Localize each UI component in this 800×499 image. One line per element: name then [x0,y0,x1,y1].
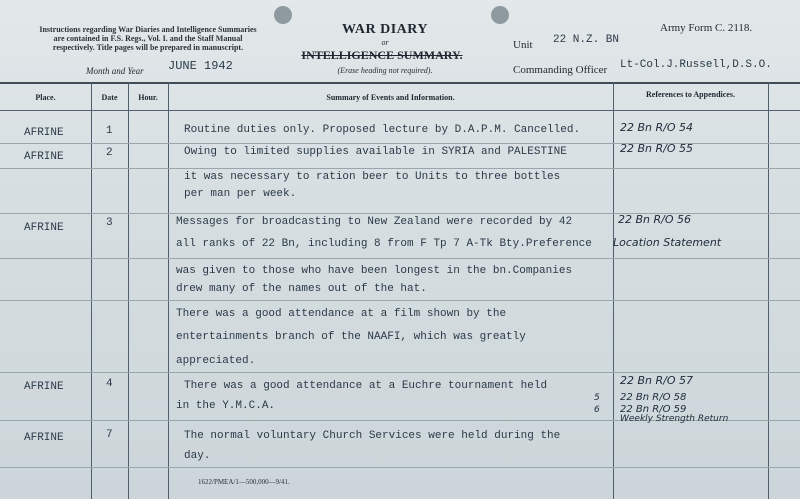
summary-text: There was a good attendance at a Euchre tournament held [184,380,548,392]
form-id: Army Form C. 2118. [660,22,753,34]
reference-number: 6 [594,405,600,415]
place-cell: AFRINE [24,432,64,444]
date-cell: 1 [106,125,113,137]
place-cell: AFRINE [24,151,64,163]
summary-text: Owing to limited supplies available in SYRIA and PALESTINE [184,146,567,158]
place-cell: AFRINE [24,127,64,139]
header-rule [0,110,800,111]
punch-hole [274,6,292,24]
reference-text: 22 Bn R/O 55 [620,142,694,155]
reference-text: 22 Bn R/O 56 [618,213,692,226]
date-cell: 3 [106,217,113,229]
reference-text: 22 Bn R/O 54 [620,121,694,134]
reference-text: 22 Bn R/O 59 [620,404,687,415]
summary-text: per man per week. [184,188,297,200]
date-cell: 2 [106,147,113,159]
table-top-rule [0,82,800,84]
summary-text: day. [184,450,211,462]
date-cell: 7 [106,429,113,441]
instructions-text: Instructions regarding War Diaries and Intelligence Summaries are contained in F.S. Regs., Vol. I. and the Staff Manual respectively. Title pages will be prepared in manuscript. [39,25,257,52]
col-header-references: References to Appendices. [646,90,735,99]
form-footer: 1622/PMEA/1—500,000—9/41. [198,478,290,486]
reference-number: 5 [594,393,600,403]
place-cell: AFRINE [24,222,64,234]
col-header-hour: Hour. [138,93,158,102]
unit-value: 22 N.Z. BN [553,34,620,46]
summary-text: entertainments branch of the NAAFI, which was greatly [176,331,526,343]
intelligence-summary-heading: INTELLIGENCE SUMMARY. [301,48,463,62]
unit-label: Unit [513,39,533,51]
officer-value: Lt-Col.J.Russell,D.S.O. [620,59,772,71]
col-divider [91,82,92,499]
col-header-date: Date [101,93,118,102]
reference-text: 22 Bn R/O 58 [620,392,687,403]
ruled-line [0,372,800,373]
col-header-place: Place. [35,93,56,102]
summary-text: in the Y.M.C.A. [176,400,276,412]
month-year-label: Month and Year [86,66,144,76]
summary-text: There was a good attendance at a film shown by the [176,308,507,320]
summary-text: Messages for broadcasting to New Zealand were recorded by 42 [176,216,573,228]
col-header-summary: Summary of Events and Information. [326,93,455,102]
date-cell: 4 [106,378,113,390]
place-cell: AFRINE [24,381,64,393]
reference-text: 22 Bn R/O 57 [620,374,694,387]
ruled-line [0,467,800,468]
or-text: or [381,38,389,47]
summary-text: The normal voluntary Church Services were held during the [184,430,561,442]
punch-hole [491,6,509,24]
col-divider [768,82,769,499]
col-divider [128,82,129,499]
reference-text: Location Statement [613,236,722,249]
summary-text: Routine duties only. Proposed lecture by D.A.P.M. Cancelled. [184,124,581,136]
officer-label: Commanding Officer [513,64,608,76]
month-year-value: JUNE 1942 [168,59,233,73]
ruled-line [0,168,800,169]
ruled-line [0,258,800,259]
erase-note: (Erase heading not required). [337,66,433,75]
reference-text: Weekly Strength Return [620,414,729,424]
summary-text: appreciated. [176,355,256,367]
summary-text: all ranks of 22 Bn, including 8 from F Tp 7 A-Tk Bty.Preference [176,238,592,250]
page-title: WAR DIARY [341,22,429,37]
summary-text: drew many of the names out of the hat. [176,283,427,295]
ruled-line [0,300,800,301]
summary-text: it was necessary to ration beer to Units to three bottles [184,171,561,183]
col-divider [168,82,169,499]
summary-text: was given to those who have been longest in the bn.Companies [176,265,573,277]
col-divider [613,82,614,499]
